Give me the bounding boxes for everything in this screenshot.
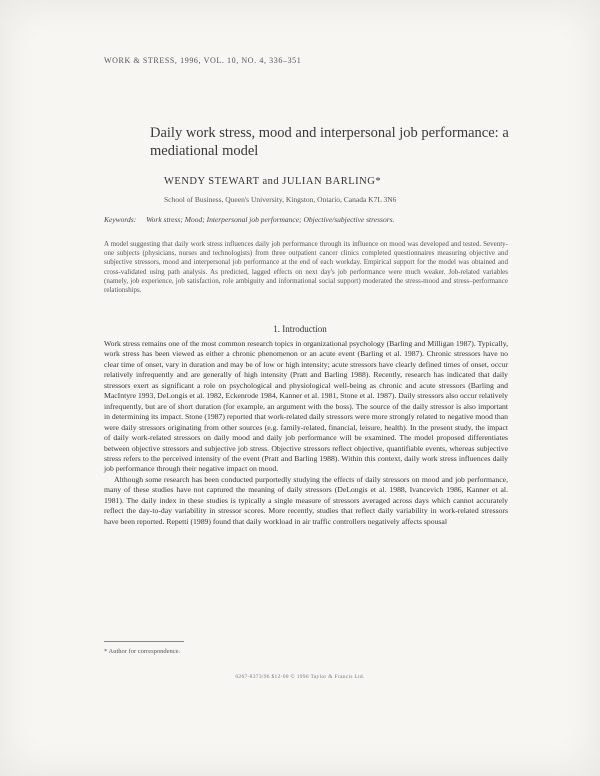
keywords-label: Keywords:	[104, 215, 137, 224]
running-head: WORK & STRESS, 1996, VOL. 10, NO. 4, 336–351	[104, 56, 302, 65]
keywords-text: Work stress; Mood; Interpersonal job performance; Objective/subjective stressors.	[146, 215, 395, 224]
paragraph-2: Although some research has been conducted purportedly studying the effects of daily stressors on mood and job performance, many of these studies have not captured the meaning of daily stressors (DeLongis et al. 1988, Ivancevich 1986, Kanner et al. 1981). The daily index in these studies is typically a single measure of stressors averaged across days which cannot accurately reflect the day-to-day variability in stressor scores. More recently, studies that reflect daily variability in work-related stressors have been reported. Repetti (1989) found that daily workload in air traffic controllers negatively affects spousal	[104, 474, 508, 526]
affiliation: School of Business, Queen's University, Kingston, Ontario, Canada K7L 3N6	[164, 195, 397, 204]
authors: WENDY STEWART and JULIAN BARLING*	[164, 176, 382, 187]
footnote-rule	[104, 641, 184, 642]
body-text	[104, 339, 508, 527]
section-heading: 1. Introduction	[273, 324, 327, 334]
publisher-line: 0267-8373/96 $12·00 © 1996 Taylor & Francis Ltd.	[235, 674, 365, 680]
abstract: A model suggesting that daily work stress influences daily job performance through its influence on mood was developed and tested. Seventy-one subjects (physicians, nurses and technologists) from three outpatient cancer clinics completed questionnaires measuring objective and subjective stressors, mood and interpersonal job performance at the end of each workday. Empirical support for the model was obtained and cross-validated using path analysis. As predicted, lagged effects on next day's job performance were much weaker. Job-related variables (namely, job experience, job satisfaction, role ambiguity and informational social support) moderated the stress-mood and stress–performance relationships.	[104, 240, 508, 295]
footnote: * Author for correspondence.	[104, 648, 181, 655]
keywords	[104, 215, 394, 224]
paragraph-1: Work stress remains one of the most common research topics in organizational psychology (Barling and Milligan 1987). Typically, work stress has been viewed as either a chronic phenomenon or an acute event (Barling et al. 1987). Chronic stressors have no clear time of onset, vary in duration and may be of low or high intensity; acute stressors have clearly defined times of onset, occur relatively infrequently and are generally of high intensity (Pratt and Barling 1988). Recently, research has indicated that daily stressors exert as significant a role on psychological and physiological well-being as chronic and acute stressors (Barling and MacIntyre 1993, DeLongis et al. 1982, Eckenrode 1984, Kanner et al. 1981, Stone et al. 1987). Daily stressors also occur relatively infrequently, but are of short duration (for example, an argument with the boss). The source of the daily stressor is also important in determining its impact. Stone (1987) reported that work-related daily stressors were more strongly related to negative mood than were daily stressors originating from other sources (e.g. family-related, financial, leisure, health). In the present study, the impact of daily work-related stressors on daily mood and daily job performance will be examined. The model proposed differentiates between objective stressors and subjective job stress. Objective stressors reflect objective, quantifiable events, whereas subjective stress refers to the perceived intensity of the event (Pratt and Barling 1988). Within this context, daily work stress influences daily job performance through their negative impact on mood.	[104, 339, 508, 474]
article-title: Daily work stress, mood and interpersonal job performance: a mediational model	[150, 125, 509, 159]
